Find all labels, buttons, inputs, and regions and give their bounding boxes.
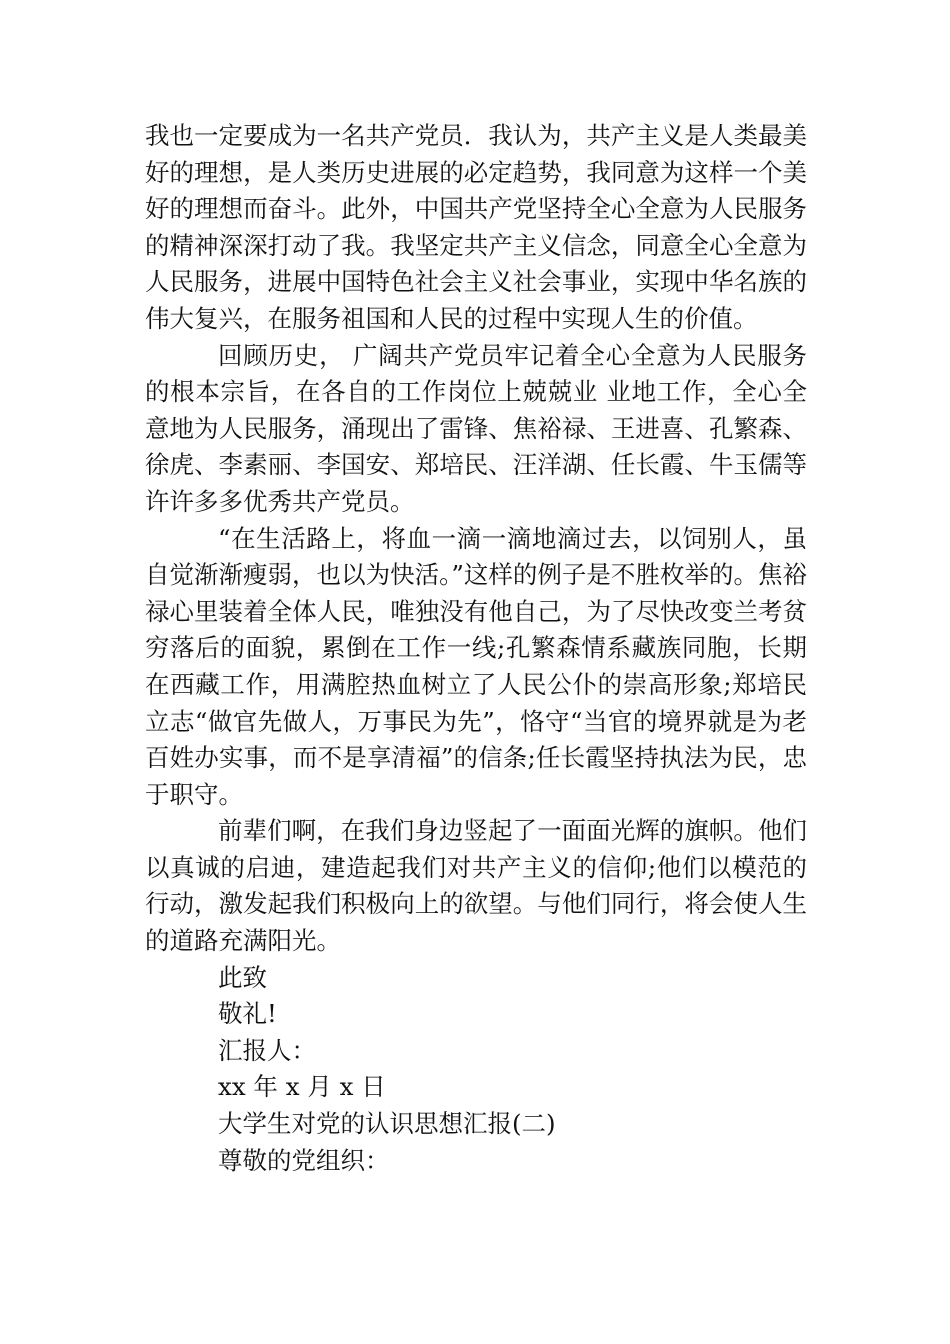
body-paragraph-1: 我也一定要成为一名共产党员．我认为，共产主义是人类最美好的理想，是人类历史进展的必定趋势，我同意为这样一个美好的理想而奋斗。此外，中国共产党坚持全心全意为人民服务的精神深深打动了我。我坚定共产主义信念，同意全心全意为人民服务，进展中国特色社会主义社会事业，实现中华名族的伟大复兴，在服务祖国和人民的过程中实现人生的价值。 — [145, 121, 807, 333]
document-page — [145, 118, 807, 1179]
body-paragraph-2: 回顾历史， 广阔共产党员牢记着全心全意为人民服务的根本宗旨，在各自的工作岗位上兢兢业 业地工作，全心全意地为人民服务，涌现出了雷锋、焦裕禄、王进喜、孔繁森、徐虎、李素丽、李国安、郑培民、汪洋湖、任长霞、牛玉儒等许许多多优秀共产党员。 — [145, 340, 807, 516]
closing-line: 此致 — [218, 962, 267, 992]
report-date: xx 年 x 月 x 日 — [218, 1072, 386, 1102]
body-paragraph-3: “在生活路上，将血一滴一滴地滴过去，以饲别人，虽自觉渐渐瘦弱，也以为快活。”这样的例子是不胜枚举的。焦裕禄心里装着全体人民，唯独没有他自己，为了尽快改变兰考贫穷落后的面貌，累倒在工作一线;孔繁森情系藏族同胞，长期在西藏工作，用满腔热血树立了人民公仆的崇高形象;郑培民立志“做官先做人，万事民为先”，恪守“当官的境界就是为老百姓办实事，而不是享清福”的信条;任长霞坚持执法为民，忠于职守。 — [145, 523, 807, 809]
body-paragraph-4: 前辈们啊，在我们身边竖起了一面面光辉的旗帜。他们以真诚的启迪，建造起我们对共产主义的信仰;他们以模范的行动，激发起我们积极向上的欲望。与他们同行，将会使人生的道路充满阳光。 — [145, 816, 807, 956]
next-report-greeting: 尊敬的党组织： — [218, 1145, 390, 1175]
next-report-title: 大学生对党的认识思想汇报(二) — [218, 1109, 556, 1139]
reporter-label: 汇报人： — [218, 1035, 316, 1065]
salute-line: 敬礼! — [218, 999, 277, 1029]
